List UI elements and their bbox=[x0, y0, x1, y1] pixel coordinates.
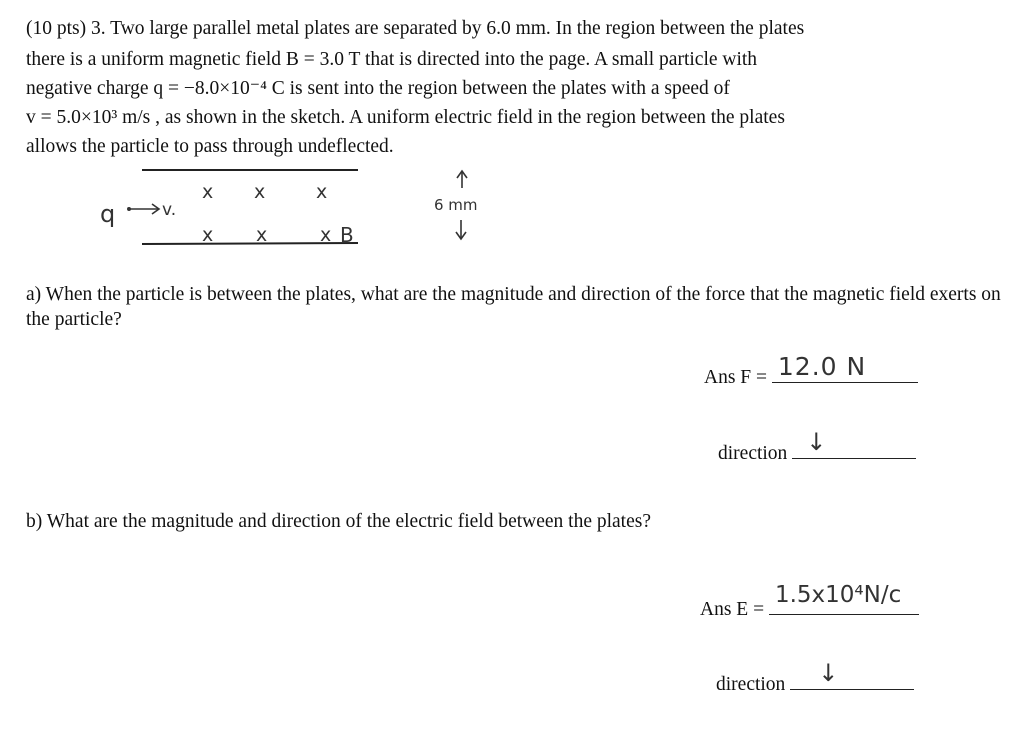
answer-b-magnitude bbox=[700, 582, 919, 621]
field-mark: x bbox=[202, 224, 214, 246]
answer-b-value: 1.5x10⁴N/c bbox=[774, 582, 902, 608]
question-a: a) When the particle is between the plates, what are the magnitude and direction of the force that the magnetic field exerts on the particle? bbox=[26, 284, 1001, 330]
direction-b-arrow: ↓ bbox=[818, 659, 839, 687]
answer-b-direction bbox=[716, 659, 914, 696]
velocity-label: v. bbox=[162, 200, 177, 220]
problem-line-3: negative charge q = −8.0×10⁻⁴ C is sent into the region between the plates with a speed of bbox=[26, 78, 730, 99]
answer-a-label: Ans F = bbox=[704, 367, 768, 388]
field-mark: x bbox=[254, 181, 266, 203]
field-mark: x bbox=[320, 224, 332, 246]
field-mark: x bbox=[316, 181, 328, 203]
field-label: B bbox=[340, 223, 354, 247]
field-mark: x bbox=[256, 224, 268, 246]
field-mark: x bbox=[202, 181, 214, 203]
charge-label: q bbox=[100, 200, 116, 228]
problem-line-4: v = 5.0×10³ m/s , as shown in the sketch. A uniform electric field in the region between the plates bbox=[26, 107, 785, 128]
problem-line-1: (10 pts) 3. Two large parallel metal plates are separated by 6.0 mm. In the region between the plates bbox=[26, 18, 805, 39]
problem-statement bbox=[26, 14, 1011, 161]
answer-a-direction bbox=[718, 428, 916, 465]
separation-label: 6 mm bbox=[434, 196, 478, 214]
problem-line-2: there is a uniform magnetic field B = 3.0 T that is directed into the page. A small particle with bbox=[26, 49, 758, 70]
answer-b-blank bbox=[769, 582, 919, 615]
question-b: b) What are the magnitude and direction of the electric field between the plates? bbox=[26, 511, 651, 532]
direction-b-blank bbox=[790, 659, 914, 690]
answer-a-blank bbox=[772, 352, 918, 383]
direction-a-label: direction bbox=[718, 443, 788, 464]
answer-b-label: Ans E = bbox=[700, 599, 765, 620]
particle-dot bbox=[127, 207, 131, 211]
answer-a-magnitude bbox=[704, 352, 918, 389]
direction-a-arrow: ↓ bbox=[806, 428, 827, 456]
problem-line-5: allows the particle to pass through undeflected. bbox=[26, 136, 394, 157]
direction-a-blank bbox=[792, 428, 916, 459]
direction-b-label: direction bbox=[716, 674, 786, 695]
plates-sketch bbox=[0, 150, 1024, 260]
answer-a-value: 12.0 N bbox=[777, 352, 867, 381]
